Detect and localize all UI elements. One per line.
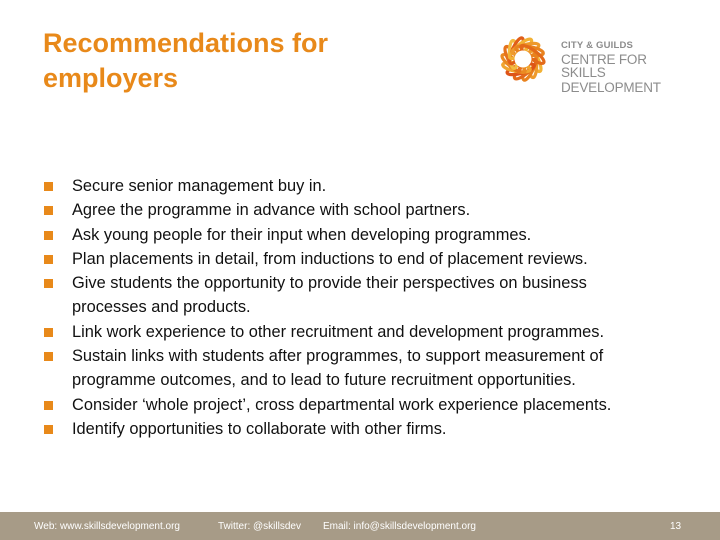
logo-line-3: DEVELOPMENT	[561, 79, 661, 95]
sunburst-logo-icon	[490, 26, 556, 92]
list-item	[44, 247, 694, 271]
list-item	[44, 223, 694, 247]
bullet-text: Identify opportunities to collaborate with other firms.	[72, 419, 447, 438]
recommendations-list	[44, 174, 694, 441]
list-item	[44, 344, 694, 393]
logo-wordmark	[561, 41, 680, 94]
bullet-text: Plan placements in detail, from inductions to end of placement reviews.	[72, 249, 588, 268]
footer-bar	[0, 512, 720, 540]
bullet-text: Consider ‘whole project’, cross departmental work experience placements.	[72, 395, 612, 414]
bullet-text: Link work experience to other recruitment and development programmes.	[72, 322, 605, 341]
footer-twitter: Twitter: @skillsdev	[218, 521, 301, 532]
bullet-text: Give students the opportunity to provide their perspectives on business	[72, 274, 587, 293]
city-guilds-logo	[490, 24, 680, 94]
bullet-text: Ask young people for their input when developing programmes.	[72, 225, 532, 244]
square-bullet-icon	[44, 352, 53, 361]
bullet-text: Agree the programme in advance with school partners.	[72, 201, 471, 220]
slide-title: Recommendations for employers	[43, 28, 329, 93]
square-bullet-icon	[44, 425, 53, 434]
list-item	[44, 417, 694, 441]
square-bullet-icon	[44, 401, 53, 410]
list-item	[44, 271, 694, 320]
square-bullet-icon	[44, 255, 53, 264]
list-item	[44, 174, 694, 198]
logo-center	[515, 51, 532, 68]
bullet-text: programme outcomes, and to lead to future recruitment opportunities.	[72, 371, 576, 390]
list-item	[44, 393, 694, 417]
logo-line-2: CENTRE FOR SKILLS	[561, 51, 647, 80]
list-item	[44, 198, 694, 222]
logo-line-1: CITY & GUILDS	[561, 40, 634, 51]
bullet-text: Sustain links with students after programmes, to support measurement of	[72, 347, 604, 366]
square-bullet-icon	[44, 279, 53, 288]
square-bullet-icon	[44, 206, 53, 215]
bullet-text: Secure senior management buy in.	[72, 177, 327, 195]
list-item	[44, 320, 694, 344]
footer-email: Email: info@skillsdevelopment.org	[323, 521, 476, 532]
bullet-text: processes and products.	[72, 298, 251, 317]
page-number: 13	[670, 521, 682, 532]
square-bullet-icon	[44, 182, 53, 191]
square-bullet-icon	[44, 328, 53, 337]
footer-web: Web: www.skillsdevelopment.org	[34, 521, 180, 532]
square-bullet-icon	[44, 231, 53, 240]
